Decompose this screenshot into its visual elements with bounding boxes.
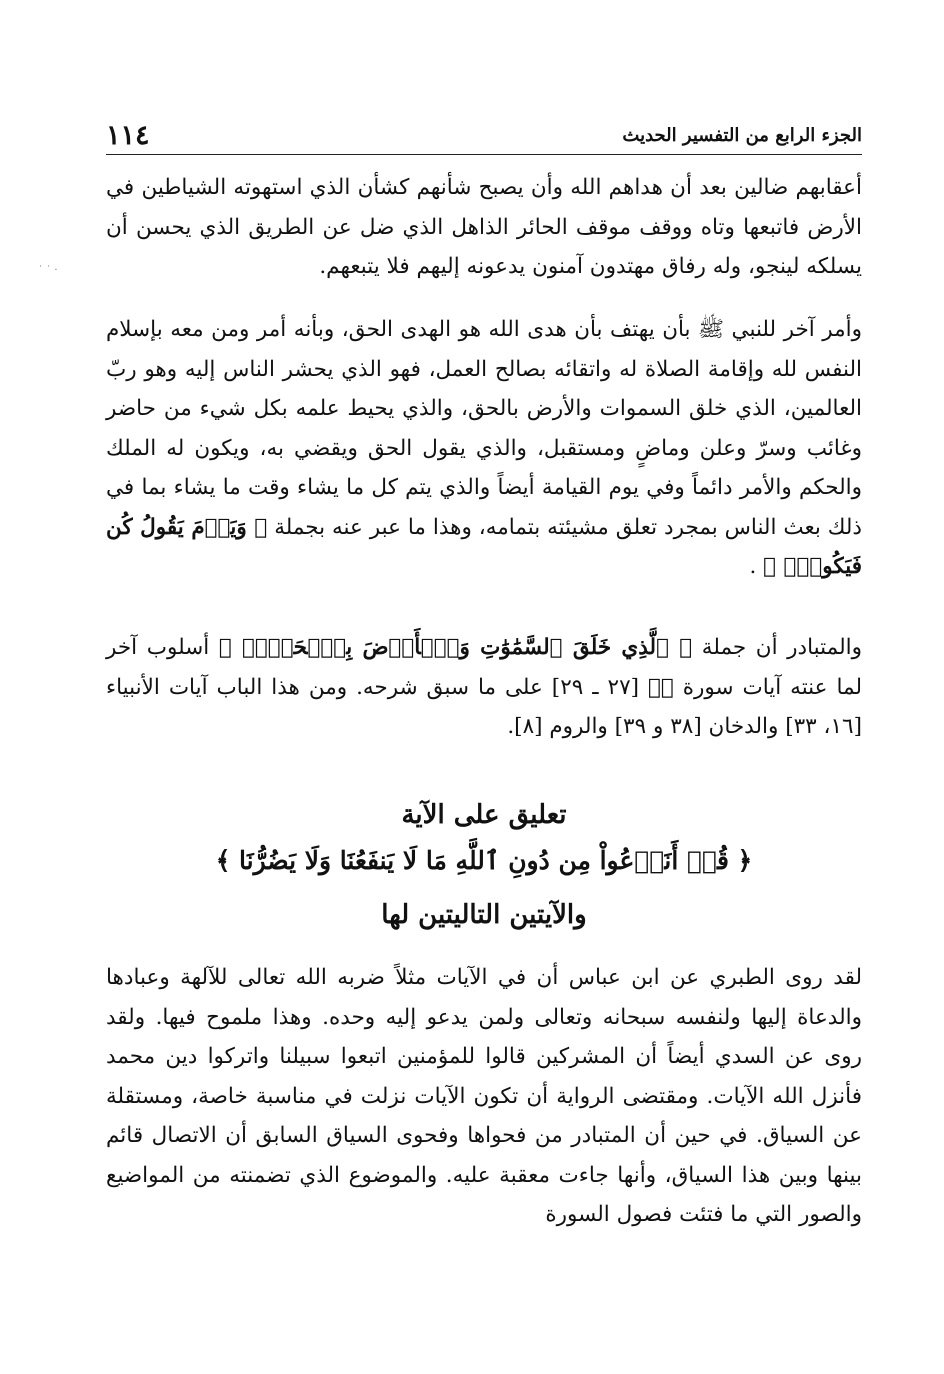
page-number: ١١٤ — [106, 119, 150, 151]
scan-speck: ˙ ˙ · — [38, 265, 58, 276]
quran-quote-1: ﴿ وَيَوۡمَ يَقُولُ كُن فَيَكُونُۚ ﴾ — [106, 514, 862, 579]
paragraph-4: لقد روى الطبري عن ابن عباس أن في الآيات مثلاً ضربه الله تعالى للآلهة وعبادها والدعاة إليها ولنفسه سبحانه وتعالى ولمن يدعو إليه وحده. وهذا ملموح فيها. ولقد روى عن السدي أيضاً أن المشركين قالوا للمؤمنين اتبعوا سبيلنا واتركوا دين محمد فأنزل الله الآيات. ومقتضى الرواية أن تكون الآيات نزلت في مناسبة خاصة، ومستقلة عن السياق. في حين أن المتبادر من فحواها وفحوى السياق السابق أن الاتصال قائم بينها وبين هذا السياق، وأنها جاءت معقبة عليه. والموضوع الذي تضمنته من المواضيع والصور التي ما فتئت فصول السورة — [106, 965, 862, 1227]
page-header — [106, 118, 862, 152]
section-verse: ﴿ قُلۡ أَنَدۡعُواْ مِن دُونِ ٱللَّهِ مَا لَا يَنفَعُنَا وَلَا يَضُرُّنَا ﴾ — [215, 846, 753, 875]
running-title: الجزء الرابع من التفسير الحديث — [622, 124, 862, 146]
paragraph-1: أعقابهم ضالين بعد أن هداهم الله وأن يصبح شأنهم كشأن الذي استهوته الشياطين في الأرض فاتبعها وتاه ووقف موقف الحائر الذاهل الذي ضل عن الطريق الذي يحسن أن يسلكه لينجو، وله رفاق مهتدون آمنون يدعونه إليهم فلا يتبعهم. — [106, 175, 862, 279]
paragraph-2 — [106, 310, 862, 587]
paragraph-2-text: وأمر آخر للنبي ﷺ بأن يهتف بأن هدى الله هو الهدى الحق، وبأنه أمر ومن معه بإسلام النفس لله وإقامة الصلاة له واتقائه بصالح العمل، فهو الذي يحشر الناس إليه وهو ربّ العالمين، الذي خلق السموات والأرض بالحق، والذي يحيط علمه بكل شيء من حاضر وغائب وسرّ وعلن وماضٍ ومستقبل، والذي يقول الحق ويقضي به، ويكون له الملك والحكم والأمر دائماً وفي يوم القيامة أيضاً والذي يتم كل ما يشاء وقت ما يشاء بما في ذلك بعث الناس بمجرد تعلق مشيئته بتمامه، وهذا ما عبر عنه بجملة — [106, 317, 862, 540]
paragraph-2-end: . — [749, 554, 757, 579]
quran-quote-2: ﴿ ٱلَّذِي خَلَقَ ٱلسَّمَٰوَٰتِ وَٱلۡأَرۡضَ بِٱلۡحَقِّۖ ﴾ — [218, 635, 693, 660]
section-title: تعليق على الآية — [401, 800, 567, 830]
section-subtitle: والآيتين التاليتين لها — [381, 900, 587, 930]
paragraph-3 — [106, 628, 862, 747]
header-rule — [106, 154, 862, 155]
paragraph-3-rest: أسلوب آخر لما عنته آيات سورة صۤ [٢٧ ـ ٢٩] على ما سبق شرحه. ومن هذا الباب آيات الأنبياء [١٦، ٣٣] والدخان [٣٨ و ٣٩] والروم [٨]. — [106, 635, 862, 739]
paragraph-3-start: والمتبادر أن جملة — [701, 635, 862, 660]
